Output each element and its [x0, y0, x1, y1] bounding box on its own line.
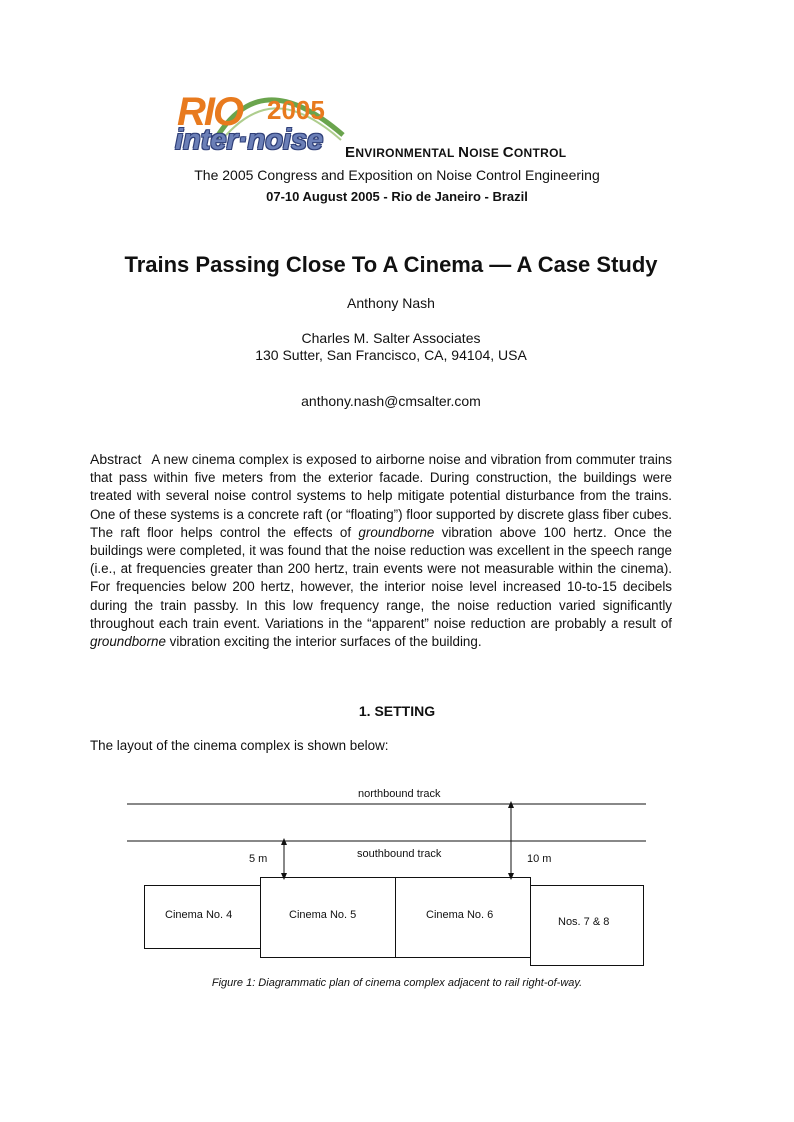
paper-author: Anthony Nash — [347, 295, 435, 311]
logo-year: 2005 — [267, 95, 325, 125]
cinema-7-8-box — [530, 885, 644, 966]
cinema-6-box — [395, 877, 531, 958]
distance-10m-label: 10 m — [527, 853, 552, 865]
distance-5m-label: 5 m — [249, 853, 268, 865]
section-intro: The layout of the cinema complex is shown below: — [90, 738, 389, 753]
logo-rio: RIO — [177, 90, 243, 134]
cinema-5-box — [260, 877, 396, 958]
congress-line: The 2005 Congress and Exposition on Noise Control Engineering — [194, 167, 600, 183]
paper-title: Trains Passing Close To A Cinema — A Case Study — [124, 252, 658, 277]
cinema-5-label: Cinema No. 5 — [289, 909, 357, 921]
figure-caption: Figure 1: Diagrammatic plan of cinema complex adjacent to rail right-of-way. — [211, 977, 583, 989]
cinema-6-label: Cinema No. 6 — [426, 909, 494, 921]
cinema-4-label: Cinema No. 4 — [165, 909, 233, 921]
cinema-7-8-label: Nos. 7 & 8 — [558, 916, 610, 928]
conference-name: ENVIRONMENTAL NOISE CONTROL — [345, 144, 567, 161]
conference-dates: 07-10 August 2005 - Rio de Janeiro - Brazil — [266, 189, 528, 204]
northbound-label: northbound track — [358, 788, 441, 800]
southbound-label: southbound track — [357, 848, 442, 860]
abstract-paragraph: Abstract A new cinema complex is exposed to airborne noise and vibration from commuter trains that pass within five meters from the exterior facade. During construction, the buildings were treated with several noise control systems to help mitigate potential disturbance from the trains. One of these systems is a concrete raft (or “floating”) floor supported by discrete glass fiber cubes. The raft floor helps control the effects of groundborne vibration above 100 hertz. Once the buildings were completed, it was found that the noise reduction was excellent in the speech range (i.e., at frequencies greater than 200 hertz, train events were not measurable within the cinema). For frequencies below 200 hertz, however, the interior noise level increased 10-to-15 decibels during the train passby. In this low frequency range, the noise reduction varied significantly throughout each train event. Variations in the “apparent” noise reduction are probably a result of groundborne vibration exciting the interior surfaces of the building. — [90, 451, 673, 650]
logo-inter-noise: inter·noise — [175, 124, 324, 156]
affiliation-address: 130 Sutter, San Francisco, CA, 94104, USA — [255, 347, 527, 363]
conference-logo — [175, 80, 345, 160]
author-email: anthony.nash@cmsalter.com — [301, 393, 481, 409]
abstract-lead: Abstract — [90, 451, 142, 467]
cinema-4-box — [144, 885, 261, 949]
affiliation-name: Charles M. Salter Associates — [301, 330, 481, 346]
section-heading: 1. SETTING — [358, 703, 436, 719]
cinema-layout-figure — [0, 780, 794, 990]
